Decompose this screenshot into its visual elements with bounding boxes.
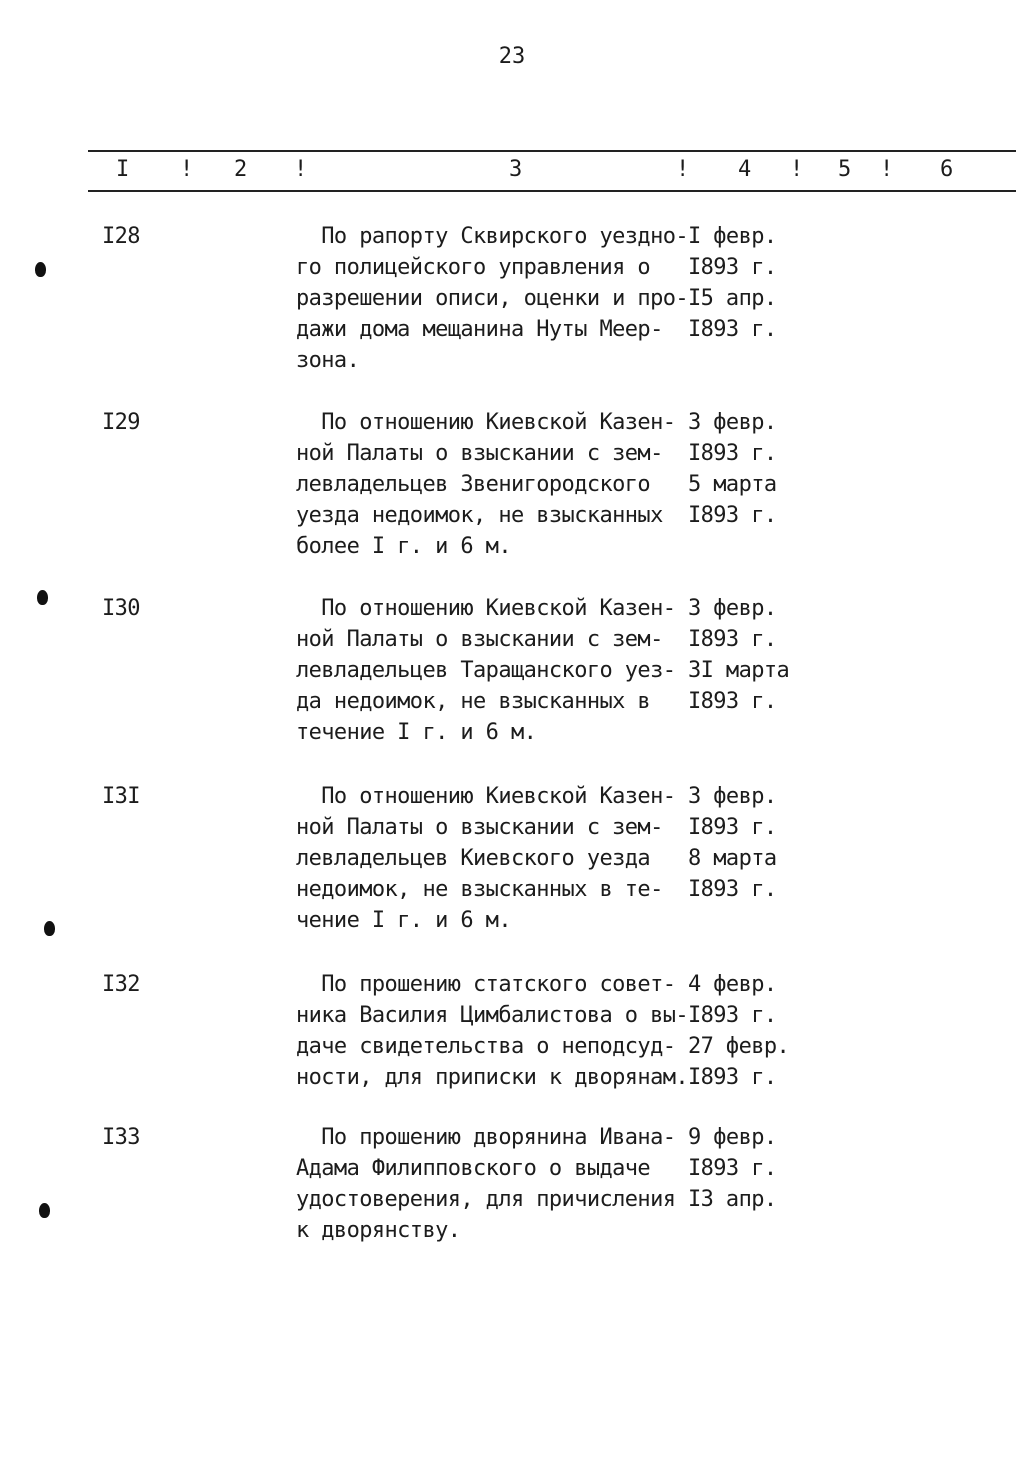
description-line: ной Палаты о взыскании с зем- <box>296 441 663 466</box>
description-line: чение I г. и 6 м. <box>296 908 511 933</box>
description-line: По рапорту Сквирского уездно- <box>296 224 688 249</box>
date-line: I893 г. <box>688 255 777 280</box>
entry-description <box>296 407 696 562</box>
description-line: го полицейского управления о <box>296 255 651 280</box>
punch-hole-mark <box>35 262 46 277</box>
entry-number: I32 <box>102 972 140 997</box>
description-line: По прошению дворянина Ивана- <box>296 1125 676 1150</box>
punch-hole-mark <box>39 1203 50 1218</box>
description-line: левладельцев Таращанского уез- <box>296 658 676 683</box>
date-line: I893 г. <box>688 1003 777 1028</box>
date-line: I893 г. <box>688 877 777 902</box>
entry-number: I28 <box>102 224 140 249</box>
header-col-5: 5 <box>838 157 852 182</box>
entry-number: I30 <box>102 596 140 621</box>
description-line: ной Палаты о взыскании с зем- <box>296 815 663 840</box>
description-line: По отношению Киевской Казен- <box>296 410 676 435</box>
header-separator: ! <box>180 157 194 182</box>
description-line: ной Палаты о взыскании с зем- <box>296 627 663 652</box>
header-separator: ! <box>880 157 894 182</box>
date-line: I февр. <box>688 224 777 249</box>
description-line: левладельцев Звенигородского <box>296 472 651 497</box>
header-rule-bottom <box>88 190 1016 192</box>
description-line: да недоимок, не взысканных в <box>296 689 651 714</box>
description-line: По отношению Киевской Казен- <box>296 784 676 809</box>
entry-dates <box>688 407 828 531</box>
date-line: I3 апр. <box>688 1187 777 1212</box>
date-line: I893 г. <box>688 627 777 652</box>
header-col-6: 6 <box>940 157 954 182</box>
description-line: недоимок, не взысканных в те- <box>296 877 663 902</box>
description-line: удостоверения, для причисления <box>296 1187 676 1212</box>
date-line: I893 г. <box>688 1065 777 1090</box>
date-line: I893 г. <box>688 689 777 714</box>
header-col-4: 4 <box>738 157 752 182</box>
date-line: 4 февр. <box>688 972 777 997</box>
entry-dates <box>688 593 828 717</box>
header-separator: ! <box>676 157 690 182</box>
date-line: I893 г. <box>688 815 777 840</box>
description-line: течение I г. и 6 м. <box>296 720 537 745</box>
punch-hole-mark <box>37 590 48 605</box>
entry-number: I29 <box>102 410 140 435</box>
date-line: 3 февр. <box>688 596 777 621</box>
date-line: 3I марта <box>688 658 790 683</box>
entry-dates <box>688 1122 828 1215</box>
entry-dates <box>688 221 828 345</box>
entry-description <box>296 221 696 376</box>
description-line: уезда недоимок, не взысканных <box>296 503 663 528</box>
entry-description <box>296 969 696 1093</box>
description-line: Адама Филипповского о выдаче <box>296 1156 651 1181</box>
date-line: 8 марта <box>688 846 777 871</box>
date-line: 9 февр. <box>688 1125 777 1150</box>
header-separator: ! <box>294 157 308 182</box>
description-line: дажи дома мещанина Нуты Меер- <box>296 317 663 342</box>
header-col-2: 2 <box>234 157 248 182</box>
description-line: разрешении описи, оценки и про- <box>296 286 688 311</box>
punch-hole-mark <box>44 921 55 936</box>
date-line: 3 февр. <box>688 410 777 435</box>
header-separator: ! <box>790 157 804 182</box>
description-line: левладельцев Киевского уезда <box>296 846 651 871</box>
description-line: ности, для приписки к дворянам. <box>296 1065 688 1090</box>
page-number: 23 <box>498 44 526 69</box>
header-rule-top <box>88 150 1016 152</box>
entry-description <box>296 593 696 748</box>
entry-description <box>296 1122 696 1246</box>
header-col-3: 3 <box>509 157 523 182</box>
header-col-1: I <box>116 157 130 182</box>
entry-number: I33 <box>102 1125 140 1150</box>
entry-number: I3I <box>102 784 140 809</box>
description-line: даче свидетельства о неподсуд- <box>296 1034 676 1059</box>
date-line: 5 марта <box>688 472 777 497</box>
date-line: 27 февр. <box>688 1034 790 1059</box>
date-line: 3 февр. <box>688 784 777 809</box>
date-line: I893 г. <box>688 441 777 466</box>
description-line: к дворянству. <box>296 1218 461 1243</box>
entry-description <box>296 781 696 936</box>
description-line: зона. <box>296 348 360 373</box>
entry-dates <box>688 781 828 905</box>
description-line: более I г. и 6 м. <box>296 534 511 559</box>
date-line: I5 апр. <box>688 286 777 311</box>
description-line: По отношению Киевской Казен- <box>296 596 676 621</box>
description-line: По прошению статского совет- <box>296 972 676 997</box>
entry-dates <box>688 969 828 1093</box>
description-line: ника Василия Цимбалистова о вы- <box>296 1003 688 1028</box>
date-line: I893 г. <box>688 1156 777 1181</box>
date-line: I893 г. <box>688 503 777 528</box>
date-line: I893 г. <box>688 317 777 342</box>
